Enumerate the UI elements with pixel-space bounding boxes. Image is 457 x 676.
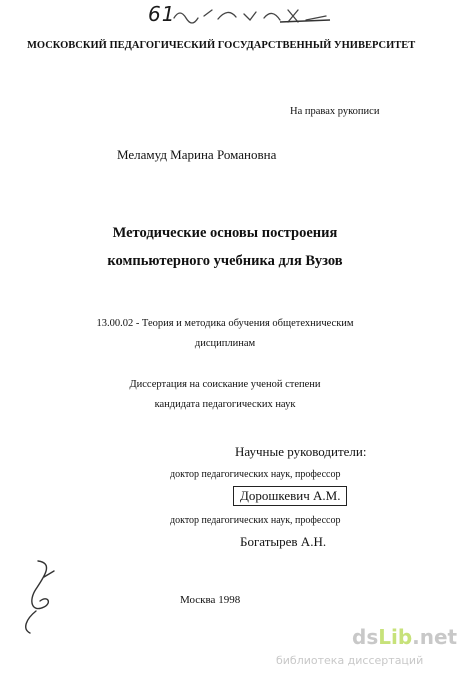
dslib-subtitle: библиотека диссертаций — [276, 654, 424, 667]
supervisor-2-name: Богатырев А.Н. — [240, 534, 327, 549]
supervisor-2-degree: доктор педагогических наук, профессор — [170, 515, 341, 526]
author-name: Меламуд Марина Романовна — [117, 147, 277, 162]
supervisor-1-degree: доктор педагогических наук, профессор — [170, 469, 341, 480]
degree-line-1: Диссертация на соискание ученой степени — [129, 379, 321, 390]
dslib-logo-part-1: ds — [352, 625, 379, 649]
city-year: Москва 1998 — [180, 594, 241, 606]
archive-mark-number: 61 — [148, 2, 176, 26]
university-name: МОСКОВСКИЙ ПЕДАГОГИЧЕСКИЙ ГОСУДАРСТВЕННЫЙ УНИВЕРСИТЕТ — [27, 40, 416, 51]
supervisors-heading: Научные руководители: — [235, 444, 367, 459]
dslib-logo-part-2: Lib — [378, 625, 413, 649]
handwritten-scribble-icon — [170, 4, 340, 26]
specialty-line-1: 13.00.02 - Теория и методика обучения общетехническим — [96, 318, 354, 329]
manuscript-note: На правах рукописи — [290, 106, 380, 117]
specialty-line-2: дисциплинам — [194, 338, 256, 349]
handwritten-signature — [14, 555, 64, 637]
degree-line-2: кандидата педагогических наук — [154, 399, 296, 410]
dissertation-title-line-1: Методические основы построения — [112, 225, 338, 241]
dslib-logo — [352, 625, 457, 649]
dslib-logo-part-3: .net — [412, 625, 457, 649]
supervisor-1-name: Дорошкевич А.М. — [233, 486, 347, 506]
dissertation-title-line-2: компьютерного учебника для Вузов — [107, 253, 343, 269]
